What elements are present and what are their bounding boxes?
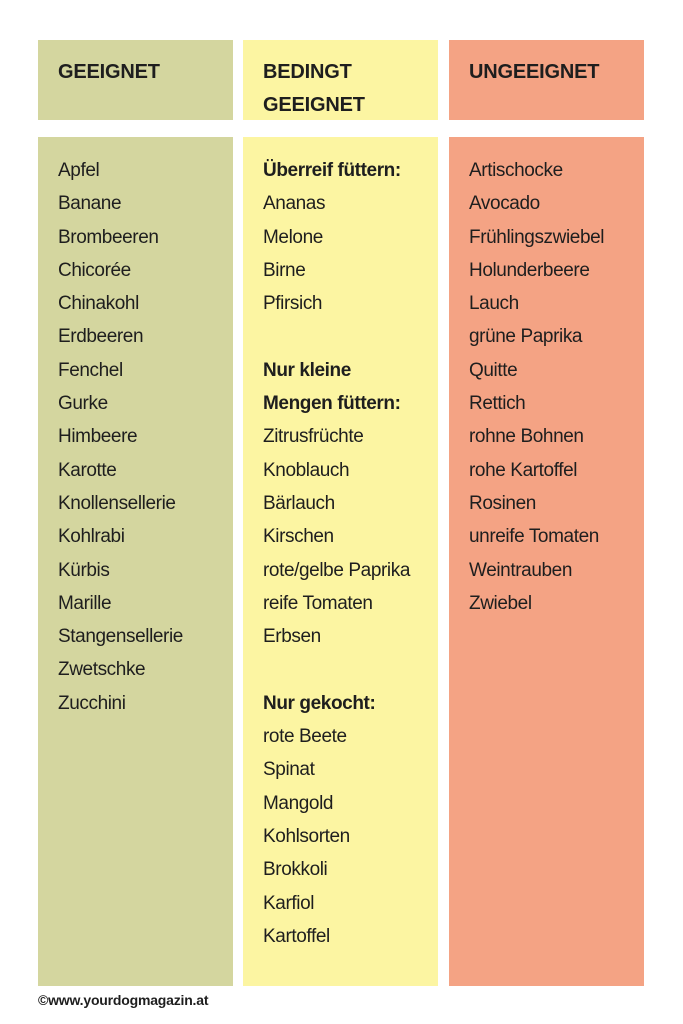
list-item: Rosinen xyxy=(469,492,536,514)
header-ungeeignet: UNGEEIGNET xyxy=(449,40,644,120)
list-item: rohe Kartoffel xyxy=(469,459,578,481)
list-item: Zitrusfrüchte xyxy=(263,426,364,448)
list-item: Rettich xyxy=(469,393,526,415)
list-item: Spinat xyxy=(263,759,315,781)
list-item: Kartoffel xyxy=(263,925,330,947)
list-item: Knoblauch xyxy=(263,459,350,481)
list-item: Holunderbeere xyxy=(469,259,590,281)
list-item: rohne Bohnen xyxy=(469,426,584,448)
list-item: Brombeeren xyxy=(58,226,159,248)
list-item: unreife Tomaten xyxy=(469,526,599,548)
list-item: Weintrauben xyxy=(469,559,572,581)
section-title: Nur gekocht: xyxy=(263,692,376,714)
section-title: Mengen füttern: xyxy=(263,393,401,415)
list-item: Zucchini xyxy=(58,692,126,714)
list-item: Banane xyxy=(58,193,122,215)
list-item: Kohlsorten xyxy=(263,825,350,847)
header-geeignet: GEEIGNET xyxy=(38,40,233,120)
list-item: Kirschen xyxy=(263,526,334,548)
column-bedingt-geeignet xyxy=(243,137,438,986)
list-item: grüne Paprika xyxy=(469,326,583,348)
list-item: reife Tomaten xyxy=(263,592,373,614)
list-item: Ananas xyxy=(263,193,326,215)
list-item: Kürbis xyxy=(58,559,110,581)
section-title: Nur kleine xyxy=(263,359,351,381)
list-item: Gurke xyxy=(58,393,108,415)
list-item: Mangold xyxy=(263,792,334,814)
column-ungeeignet xyxy=(449,137,644,986)
section-gap xyxy=(263,320,438,353)
list-item: Fenchel xyxy=(58,359,123,381)
list-item: Karotte xyxy=(58,459,117,481)
list-item: Zwetschke xyxy=(58,659,146,681)
list-item: Chinakohl xyxy=(58,293,139,315)
list-item: Zwiebel xyxy=(469,592,532,614)
list-item: Karfiol xyxy=(263,892,315,914)
list-item: rote/gelbe Paprika xyxy=(263,559,411,581)
list-item: Avocado xyxy=(469,193,540,215)
list-item: Brokkoli xyxy=(263,859,328,881)
list-item: Artischocke xyxy=(469,160,563,181)
list-item: Lauch xyxy=(469,293,519,315)
list-item: Erbsen xyxy=(263,626,321,648)
list-item: Pfirsich xyxy=(263,293,323,315)
list-item: rote Beete xyxy=(263,726,347,748)
list-item: Bärlauch xyxy=(263,492,335,514)
section-gap xyxy=(263,653,438,686)
list-item: Stangensellerie xyxy=(58,626,183,648)
list-item: Knollensellerie xyxy=(58,492,176,514)
list-item: Chicorée xyxy=(58,259,131,281)
list-item: Birne xyxy=(263,259,306,281)
list-item: Melone xyxy=(263,226,323,248)
list-item: Marille xyxy=(58,592,112,614)
list-item: Erdbeeren xyxy=(58,326,144,348)
list-item: Kohlrabi xyxy=(58,526,125,548)
list-item: Frühlingszwiebel xyxy=(469,226,605,248)
header-bedingt-geeignet: BEDINGT GEEIGNET xyxy=(243,40,438,120)
list-item: Apfel xyxy=(58,160,100,181)
column-geeignet xyxy=(38,137,233,986)
list-item: Himbeere xyxy=(58,426,138,448)
section-title: Überreif füttern: xyxy=(263,160,401,181)
copyright-footer: ©www.yourdogmagazin.at xyxy=(38,992,209,1008)
list-item: Quitte xyxy=(469,359,518,381)
